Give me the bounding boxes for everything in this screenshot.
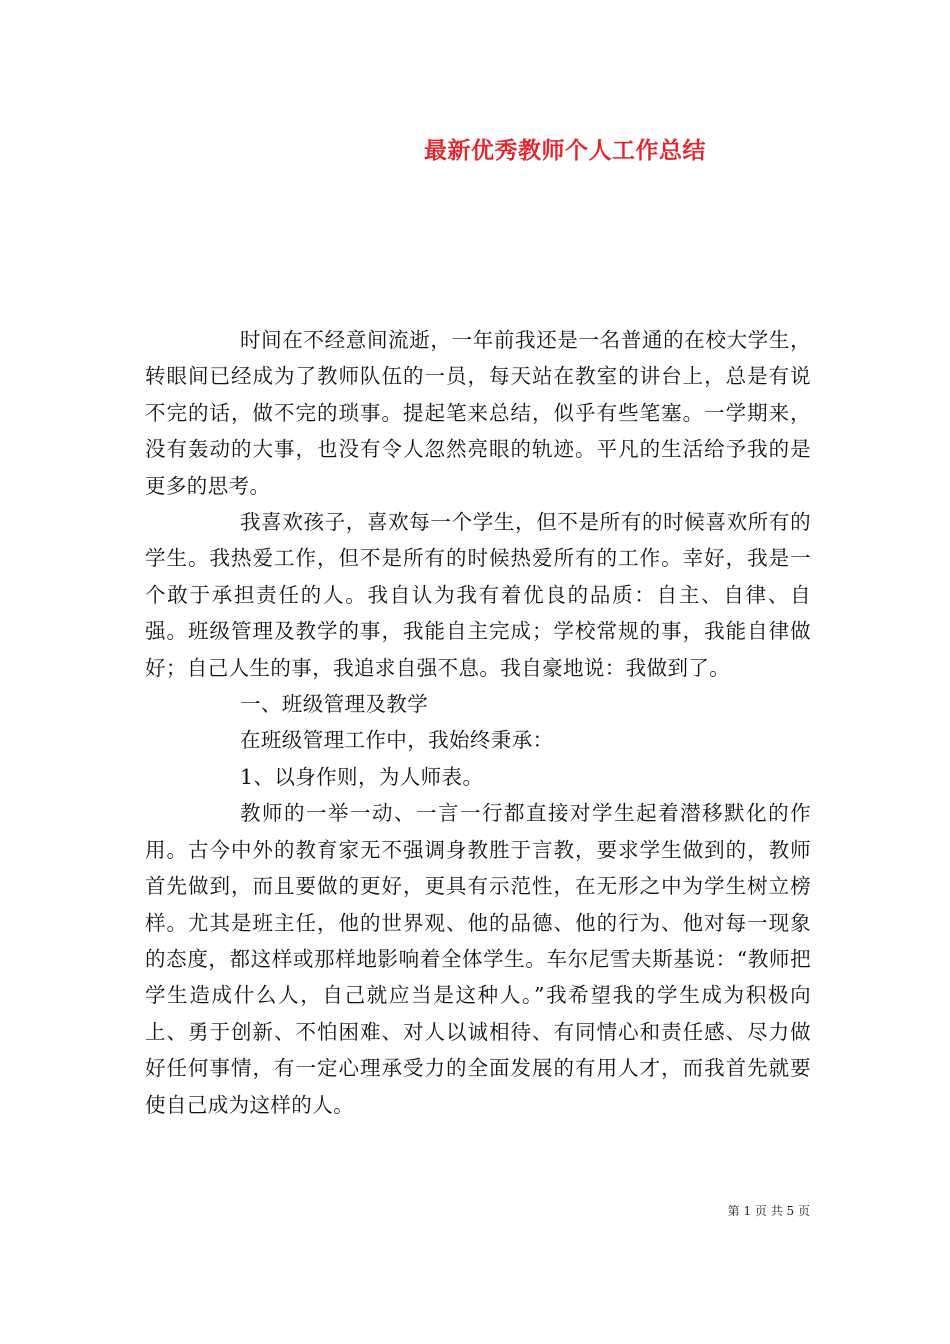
paragraph-teacher-example: 教师的一举一动、一言一行都直接对学生起着潜移默化的作用。古今中外的教育家无不强调身教胜于言教，要求学生做到的，教师首先做到，而且要做的更好，更具有示范性，在无形之中为学生树立榜样。尤其是班主任，他的世界观、他的品德、他的行为、他对每一现象的态度，都这样或那样地影响着全体学生。车尔尼雪夫斯基说：“教师把学生造成什么人，自己就应当是这种人。”我希望我的学生成为积极向上、勇于创新、不怕困难、对人以诚相待、有同情心和责任感、尽力做好任何事情，有一定心理承受力的全面发展的有用人才，而我首先就要使自己成为这样的人。 bbox=[145, 801, 811, 1117]
paragraph-intro: 时间在不经意间流逝，一年前我还是一名普通的在校大学生，转眼间已经成为了教师队伍的一员，每天站在教室的讲台上，总是有说不完的话，做不完的琐事。提起笔来总结，似乎有些笔塞。一学期来，没有轰动的大事，也没有令人忽然亮眼的轨迹。平凡的生活给予我的是更多的思考。 bbox=[145, 328, 811, 498]
section-heading-class-management: 一、班级管理及教学 bbox=[240, 692, 429, 717]
document-title: 最新优秀教师个人工作总结 bbox=[424, 137, 706, 164]
list-item-lead-by-example: 1、以身作则，为人师表。 bbox=[240, 764, 484, 789]
page-number-footer: 第 1 页 共 5 页 bbox=[727, 1204, 810, 1218]
paragraph-principle-intro: 在班级管理工作中，我始终秉承： bbox=[240, 728, 554, 753]
paragraph-values: 我喜欢孩子，喜欢每一个学生，但不是所有的时候喜欢所有的学生。我热爱工作，但不是所有的时候热爱所有的工作。幸好，我是一个敢于承担责任的人。我自认为我有着优良的品质：自主、自律、自强。班级管理及教学的事，我能自主完成；学校常规的事，我能自律做好；自己人生的事，我追求自强不息。我自豪地说：我做到了。 bbox=[145, 510, 811, 680]
document-body bbox=[145, 322, 811, 1123]
